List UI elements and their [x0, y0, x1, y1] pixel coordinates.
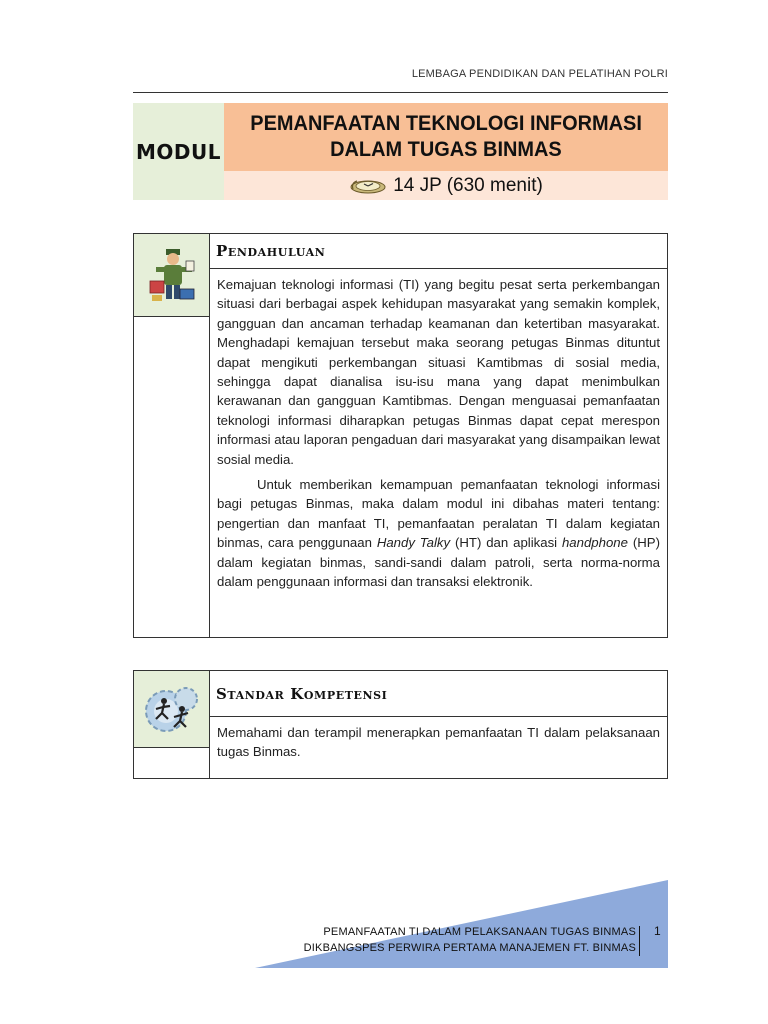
pendahuluan-body	[209, 270, 667, 598]
pendahuluan-paragraph-1: Kemajuan teknologi informasi (TI) yang begitu pesat serta perkembangan situasi dari berbagai aspek kehidupan masyarakat yang semakin komplek, gangguan dan ancaman terhadap keamanan dan ketertiban masyarakat. Menghadapi kemajuan tersebut maka seorang petugas Binmas dituntut dapat mengikuti perkembangan situasi Kamtibmas di sosial media, sehingga dapat dianalisa isu-isu mana yang dapat menimbulkan kerawanan dan gangguan Kamtibmas. Dengan menguasai pemanfaatan teknologi informasi diharapkan petugas Binmas dapat cepat merespon informasi atau laporan pengaduan dari masyarakat yang disampaikan lewat sosial media.	[217, 277, 660, 467]
pendahuluan-title: Pendahuluan	[216, 242, 326, 260]
standar-header	[209, 671, 667, 717]
standar-paragraph: Memahami dan terampil menerapkan pemanfaatan TI dalam pelaksanaan tugas Binmas.	[217, 725, 660, 760]
modul-label: MODUL	[136, 139, 221, 164]
p2-text-c: (HP) dalam kegiatan binmas, sandi-sandi dalam patroli, serta norma-norma dalam penggunaan informasi dan transaksi elektronik.	[217, 535, 660, 590]
duration-text: 14 JP (630 menit)	[393, 174, 543, 196]
module-title-line1: PEMANFAATAN TEKNOLOGI INFORMASI	[250, 112, 642, 135]
standar-body	[209, 718, 667, 768]
duration-row	[224, 171, 668, 200]
footer-text	[304, 924, 636, 956]
module-banner	[133, 103, 668, 200]
clock-icon	[349, 177, 387, 195]
p2-text-b: (HT) dan aplikasi	[450, 535, 562, 551]
header-org: LEMBAGA PENDIDIKAN DAN PELATIHAN POLRI	[411, 68, 668, 80]
footer-line-1: PEMANFAATAN TI DALAM PELAKSANAAN TUGAS BINMAS	[323, 926, 636, 938]
pendahuluan-paragraph-2	[217, 475, 660, 591]
p2-text-a: Untuk memberikan kemampuan pemanfaatan teknologi informasi bagi petugas Binmas, maka dalam modul ini dibahas materi tentang: pengertian dan manfaat TI, pemanfaatan peralatan TI dalam kegiatan binmas, cara penggunaan	[217, 477, 660, 551]
footer-divider	[639, 926, 640, 956]
module-title-line2: DALAM TUGAS BINMAS	[330, 138, 562, 161]
page-number: 1	[654, 924, 661, 938]
module-title	[224, 103, 668, 171]
header-divider	[133, 92, 668, 93]
standar-icon-box	[134, 671, 209, 748]
pendahuluan-icon-box	[134, 234, 209, 317]
standar-title: Standar Kompetensi	[216, 684, 388, 703]
pendahuluan-section	[133, 233, 668, 638]
gears-runners-icon	[142, 681, 202, 737]
pendahuluan-header	[209, 234, 667, 269]
p2-emphasis-ht: Handy Talky	[376, 535, 451, 551]
footer-line-2: DIKBANGSPES PERWIRA PERTAMA MANAJEMEN FT. BINMAS	[303, 942, 636, 954]
standar-section	[133, 670, 668, 779]
officer-clipart-icon	[144, 245, 200, 305]
modul-cell	[133, 103, 224, 200]
p2-emphasis-hp: handphone	[561, 535, 628, 551]
